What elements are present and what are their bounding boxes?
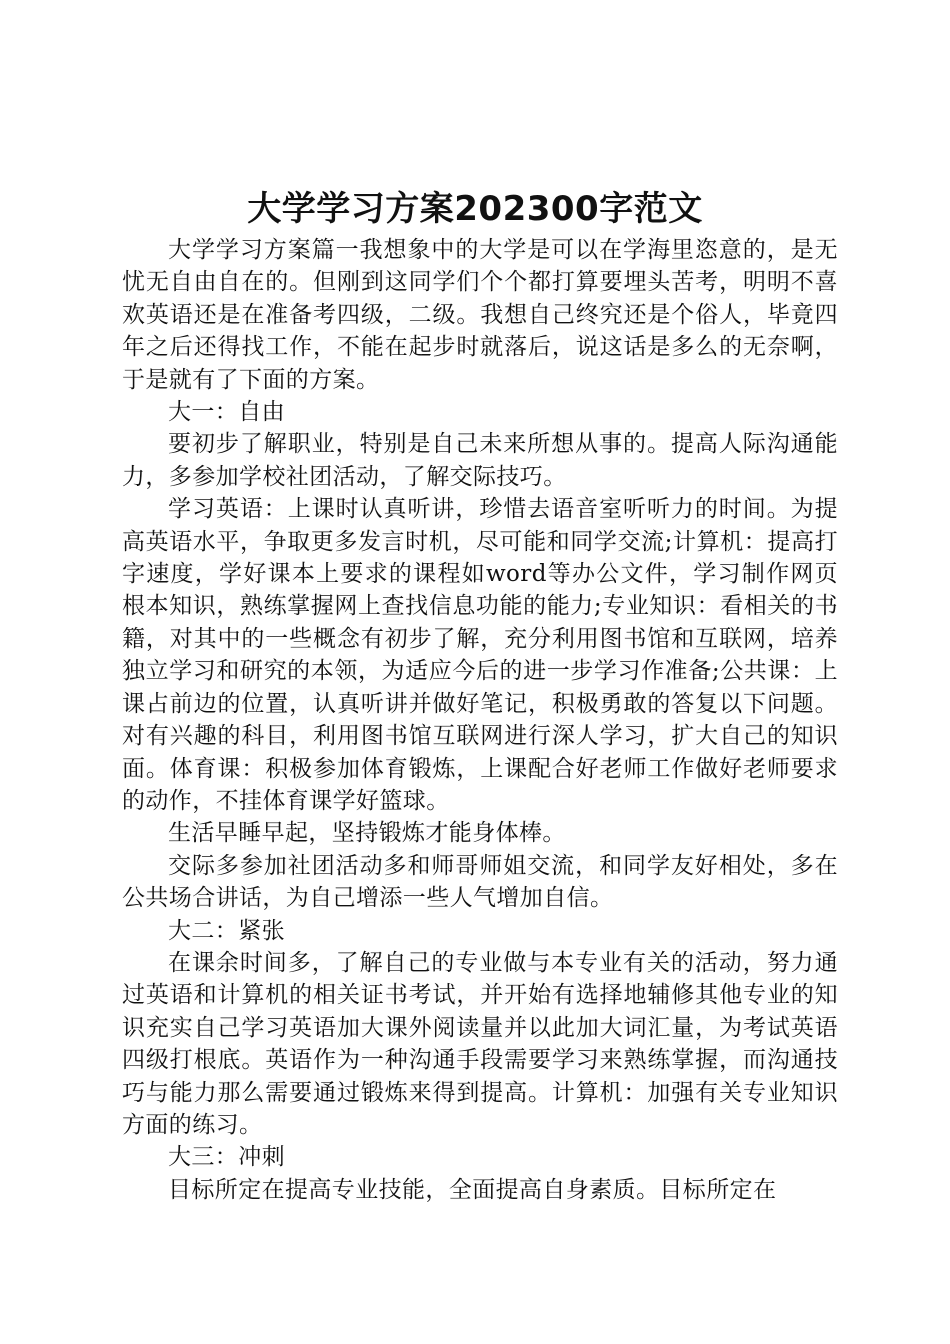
paragraph-life: 生活早睡早起，坚持锻炼才能身体棒。 [168,820,566,847]
heading-year-two: 大二：紧张 [168,917,285,944]
paragraph-year-two: 在课余时间多，了解自己的专业做与本专业有关的活动，努力通过英语和计算机的相关证书考试，并开始有选择地辅修其他专业的知识充实自己学习英语加大课外阅读量并以此加大词汇量，为考试英语四级打根底。英语作为一种沟通手段需要学习来熟练掌握，而沟通技巧与能力那么需要通过锻炼来得到提高。计算机：加强有关专业知识方面的练习。 [122,949,838,1138]
heading-year-three: 大三：冲刺 [168,1144,285,1171]
paragraph-career: 要初步了解职业，特别是自己未来所想从事的。提高人际沟通能力，多参加学校社团活动，了解交际技巧。 [122,431,838,490]
document-body [122,234,838,1206]
heading-year-one: 大一：自由 [168,399,285,426]
paragraph-social: 交际多参加社团活动多和师哥师姐交流，和同学友好相处，多在公共场合讲话，为自己增添一些人气增加自信。 [122,852,838,912]
paragraph-year-three: 目标所定在提高专业技能，全面提高自身素质。目标所定在 [168,1176,777,1203]
paragraph-intro: 大学学习方案篇一我想象中的大学是可以在学海里恣意的，是无忧无自由自在的。但刚到这同学们个个都打算要埋头苦考，明明不喜欢英语还是在准备考四级，二级。我想自己终究还是个俗人，毕竟四年之后还得找工作，不能在起步时就落后，说这话是多么的无奈啊，于是就有了下面的方案。 [122,237,838,393]
paragraph-study: 学习英语：上课时认真听讲，珍惜去语音室听听力的时间。为提高英语水平，争取更多发言时机，尽可能和同学交流;计算机：提高打字速度，学好课本上要求的课程如word等办公文件，学习制作网页根本知识，熟练掌握网上查找信息功能的能力;专业知识：看相关的书籍，对其中的一些概念有初步了解，充分利用图书馆和互联网，培养独立学习和研究的本领，为适应今后的进一步学习作准备;公共课：上课占前边的位置，认真听讲并做好笔记，积极勇敢的答复以下问题。对有兴趣的科目，利用图书馆互联网进行深人学习，扩大自己的知识面。体育课：积极参加体育锻炼，上课配合好老师工作做好老师要求的动作，不挂体育课学好篮球。 [122,496,838,814]
document-title: 大学学习方案202300字范文 [247,189,703,229]
